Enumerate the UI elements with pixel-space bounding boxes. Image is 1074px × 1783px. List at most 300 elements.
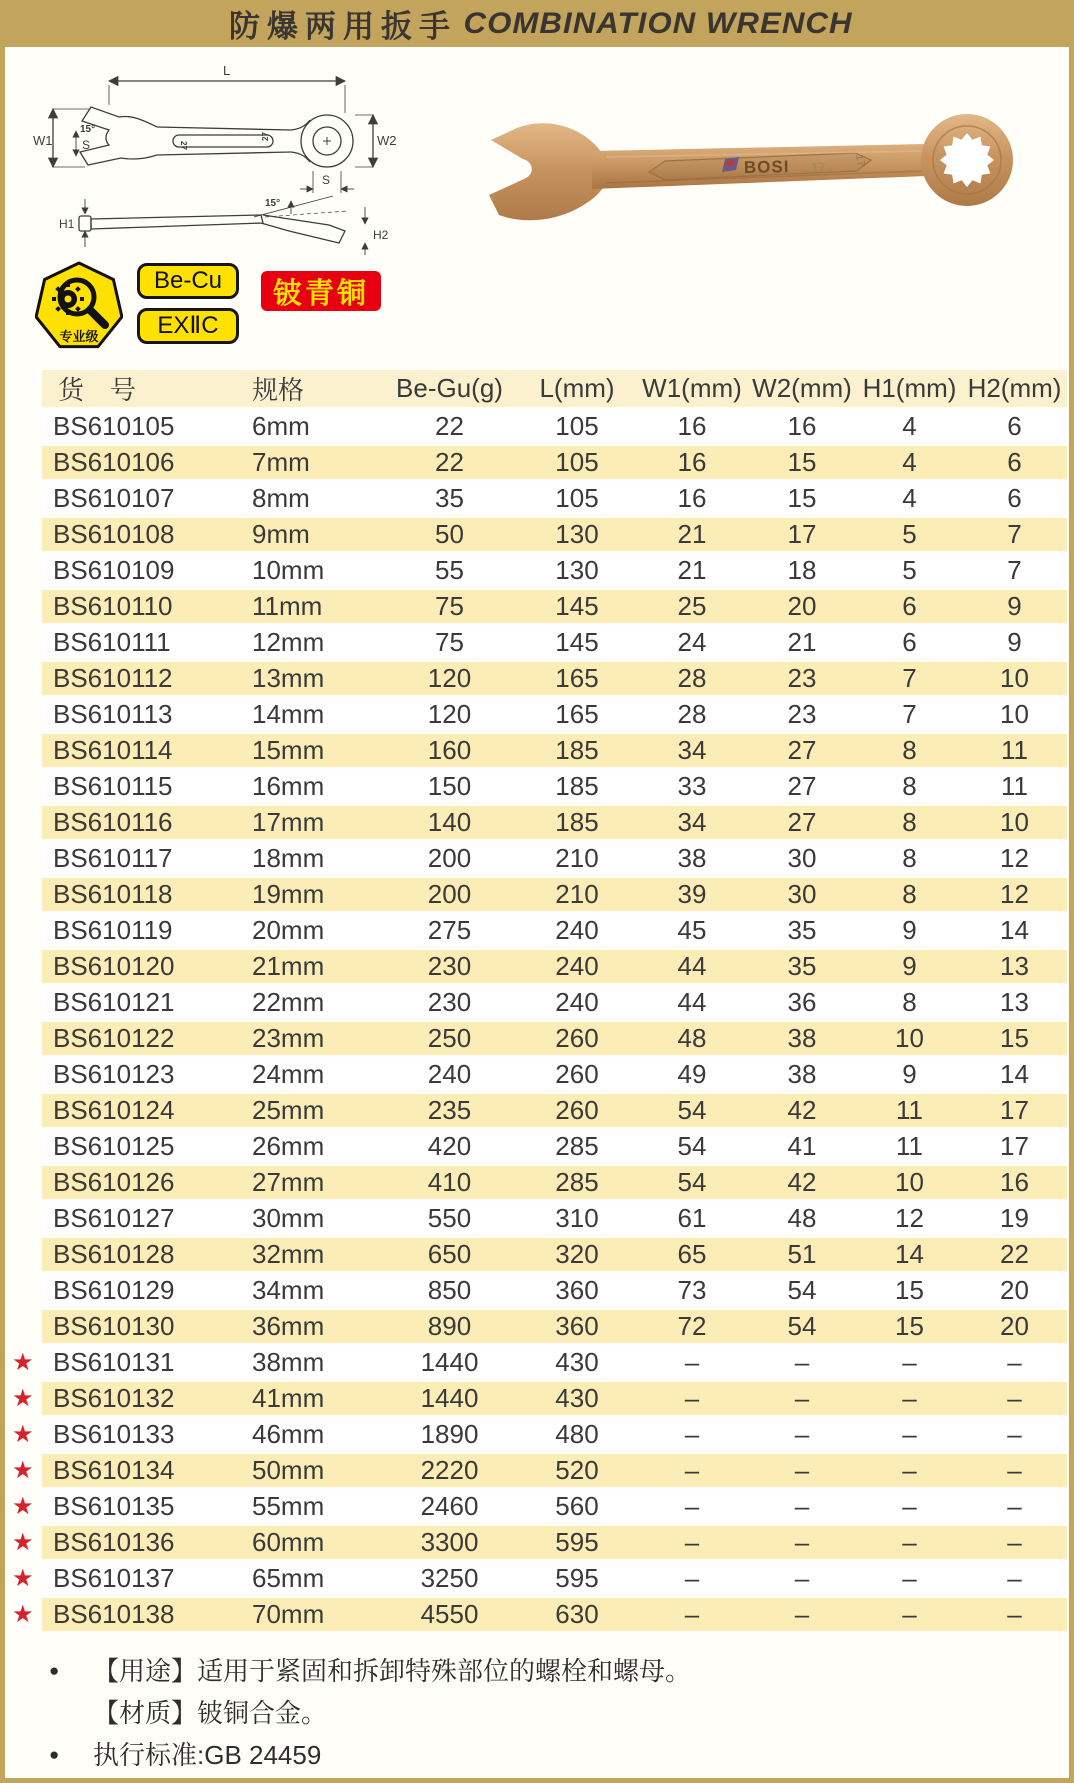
cell-h1: 7	[857, 662, 962, 695]
cell-size: 30mm	[248, 1202, 382, 1235]
cell-size: 32mm	[248, 1238, 382, 1271]
cell-w2: 15	[747, 482, 857, 515]
cell-h2: 10	[962, 698, 1067, 731]
cell-h2: 6	[962, 446, 1067, 479]
cell-weight-g: 410	[382, 1166, 517, 1199]
combination-wrench-image	[407, 73, 1047, 253]
cell-h1: 15	[857, 1310, 962, 1343]
cell-w2: 17	[747, 518, 857, 551]
cell-length: 260	[517, 1022, 637, 1055]
cell-weight-g: 2220	[382, 1454, 517, 1487]
cell-weight-g: 1440	[382, 1382, 517, 1415]
cell-h2: 12	[962, 878, 1067, 911]
cell-h1: 6	[857, 626, 962, 659]
cell-size: 65mm	[248, 1562, 382, 1595]
star-placeholder	[10, 698, 42, 731]
table-row	[10, 1418, 1067, 1451]
star-placeholder	[10, 842, 42, 875]
cell-w2: 35	[747, 914, 857, 947]
cell-size: 17mm	[248, 806, 382, 839]
cell-item-no: BS610112	[42, 662, 248, 695]
col-header-h1: H1(mm)	[857, 370, 962, 407]
cell-weight-g: 850	[382, 1274, 517, 1307]
wrench-technical-drawing	[29, 59, 401, 259]
cell-w2: 30	[747, 842, 857, 875]
cell-w1: 45	[637, 914, 747, 947]
cell-weight-g: 230	[382, 986, 517, 1019]
cell-length: 285	[517, 1130, 637, 1163]
bullet-icon: ●	[49, 1745, 60, 1764]
cell-length: 560	[517, 1490, 637, 1523]
note-material-text: 【材质】铍铜合金。	[93, 1698, 328, 1728]
footer-notes	[5, 1650, 1069, 1776]
table-row	[10, 1058, 1067, 1091]
cell-h2: 10	[962, 662, 1067, 695]
cell-size: 15mm	[248, 734, 382, 767]
table-row	[10, 626, 1067, 659]
page-title-zh: 防爆两用扳手	[228, 9, 457, 44]
col-header-weight: Be-Gu(g)	[382, 370, 517, 407]
cell-w2: 41	[747, 1130, 857, 1163]
table-header-row	[10, 370, 1067, 407]
cell-h2: 6	[962, 482, 1067, 515]
cell-item-no: BS610108	[42, 518, 248, 551]
table-row	[10, 1022, 1067, 1055]
cell-h2: 14	[962, 1058, 1067, 1091]
dim-label-angle-top: 15°	[80, 124, 96, 135]
cell-length: 185	[517, 806, 637, 839]
cell-length: 595	[517, 1526, 637, 1559]
cell-size: 36mm	[248, 1310, 382, 1343]
col-header-h2: H2(mm)	[962, 370, 1067, 407]
cell-weight-g: 240	[382, 1058, 517, 1091]
cell-w2: 27	[747, 806, 857, 839]
cell-h1: 8	[857, 806, 962, 839]
cell-length: 520	[517, 1454, 637, 1487]
cell-length: 130	[517, 518, 637, 551]
cell-w1: 25	[637, 590, 747, 623]
cell-h2: 11	[962, 770, 1067, 803]
dim-label-w1: W1	[33, 133, 53, 148]
cell-weight-g: 120	[382, 662, 517, 695]
cell-weight-g: 890	[382, 1310, 517, 1343]
table-row	[10, 1598, 1067, 1631]
cell-h1: 8	[857, 842, 962, 875]
cell-h1: 15	[857, 1274, 962, 1307]
cell-length: 260	[517, 1058, 637, 1091]
col-header-size: 规格	[248, 370, 382, 407]
star-placeholder	[10, 554, 42, 587]
cell-item-no: BS610130	[42, 1310, 248, 1343]
cell-item-no: BS610117	[42, 842, 248, 875]
cell-item-no: BS610134	[42, 1454, 248, 1487]
cell-h1: 4	[857, 410, 962, 443]
cell-weight-g: 3250	[382, 1562, 517, 1595]
cell-w1: 16	[637, 410, 747, 443]
star-placeholder	[10, 878, 42, 911]
cell-size: 50mm	[248, 1454, 382, 1487]
cell-length: 630	[517, 1598, 637, 1631]
cell-w2: 15	[747, 446, 857, 479]
spec-table-head	[10, 370, 1067, 407]
cell-w2: –	[747, 1526, 857, 1559]
cell-item-no: BS610125	[42, 1130, 248, 1163]
professional-grade-icon	[35, 261, 123, 355]
cell-size: 8mm	[248, 482, 382, 515]
cell-w1: 21	[637, 554, 747, 587]
table-row	[10, 662, 1067, 695]
star-placeholder	[10, 410, 42, 443]
cell-w1: 28	[637, 698, 747, 731]
cell-length: 430	[517, 1346, 637, 1379]
star-placeholder	[10, 770, 42, 803]
cell-size: 12mm	[248, 626, 382, 659]
cell-h1: –	[857, 1346, 962, 1379]
cell-h2: 10	[962, 806, 1067, 839]
cell-h2: –	[962, 1562, 1067, 1595]
cell-w2: –	[747, 1598, 857, 1631]
cell-h1: 10	[857, 1166, 962, 1199]
cell-size: 14mm	[248, 698, 382, 731]
cell-item-no: BS610135	[42, 1490, 248, 1523]
size-stamp-right: 27	[261, 132, 270, 141]
cell-h2: –	[962, 1598, 1067, 1631]
figures-row	[5, 47, 1069, 259]
table-row	[10, 1310, 1067, 1343]
star-placeholder	[10, 1166, 42, 1199]
cell-h1: 7	[857, 698, 962, 731]
cell-item-no: BS610132	[42, 1382, 248, 1415]
cell-size: 55mm	[248, 1490, 382, 1523]
star-placeholder	[10, 662, 42, 695]
page-title-en: COMBINATION WRENCH	[463, 6, 853, 40]
note-usage	[49, 1650, 1069, 1692]
table-row	[10, 914, 1067, 947]
table-row	[10, 1490, 1067, 1523]
bullet-icon: ●	[49, 1661, 60, 1680]
cell-size: 6mm	[248, 410, 382, 443]
star-icon: ★	[12, 1421, 34, 1448]
dim-label-w2: W2	[377, 133, 397, 148]
cell-w2: 54	[747, 1274, 857, 1307]
cell-h1: –	[857, 1490, 962, 1523]
cell-weight-g: 22	[382, 446, 517, 479]
grade-label: 专业级	[59, 329, 99, 344]
cell-w2: 21	[747, 626, 857, 659]
cell-h2: 20	[962, 1310, 1067, 1343]
cell-w1: 33	[637, 770, 747, 803]
star-placeholder	[10, 1274, 42, 1307]
spec-table-body	[10, 410, 1067, 1631]
star-placeholder	[10, 482, 42, 515]
cell-w2: 27	[747, 770, 857, 803]
cell-item-no: BS610118	[42, 878, 248, 911]
cell-h1: 8	[857, 734, 962, 767]
cell-w1: 24	[637, 626, 747, 659]
star-placeholder	[10, 806, 42, 839]
cell-item-no: BS610133	[42, 1418, 248, 1451]
cell-item-no: BS610129	[42, 1274, 248, 1307]
cell-h1: 11	[857, 1130, 962, 1163]
cell-size: 26mm	[248, 1130, 382, 1163]
photo-size-stamp: 17	[810, 159, 826, 175]
cell-h2: –	[962, 1490, 1067, 1523]
cell-size: 24mm	[248, 1058, 382, 1091]
cell-w1: –	[637, 1598, 747, 1631]
star-placeholder	[10, 1238, 42, 1271]
cell-w2: 42	[747, 1166, 857, 1199]
cell-length: 285	[517, 1166, 637, 1199]
cell-h2: 13	[962, 986, 1067, 1019]
cell-h1: 8	[857, 770, 962, 803]
cell-w1: 34	[637, 806, 747, 839]
cell-w1: –	[637, 1526, 747, 1559]
dim-label-l: L	[223, 63, 231, 78]
cell-item-no: BS610128	[42, 1238, 248, 1271]
cell-w2: –	[747, 1382, 857, 1415]
cell-h2: 11	[962, 734, 1067, 767]
photo-size-stamp-side: 17	[853, 153, 867, 168]
cell-h2: 17	[962, 1130, 1067, 1163]
cell-weight-g: 75	[382, 626, 517, 659]
cell-weight-g: 1890	[382, 1418, 517, 1451]
cell-w2: 54	[747, 1310, 857, 1343]
cell-w2: 27	[747, 734, 857, 767]
cell-length: 165	[517, 698, 637, 731]
table-row	[10, 554, 1067, 587]
cell-size: 41mm	[248, 1382, 382, 1415]
cell-length: 360	[517, 1274, 637, 1307]
star-icon: ★	[12, 1349, 34, 1376]
cell-h1: 6	[857, 590, 962, 623]
star-placeholder	[10, 590, 42, 623]
star-placeholder	[10, 518, 42, 551]
cell-weight-g: 75	[382, 590, 517, 623]
brand-text: BOSI	[743, 157, 790, 177]
cell-item-no: BS610123	[42, 1058, 248, 1091]
cell-h1: 5	[857, 554, 962, 587]
cell-size: 21mm	[248, 950, 382, 983]
cell-h2: 19	[962, 1202, 1067, 1235]
table-row	[10, 482, 1067, 515]
cell-w2: 23	[747, 662, 857, 695]
cell-weight-g: 120	[382, 698, 517, 731]
cell-h2: 9	[962, 590, 1067, 623]
becu-badge	[137, 263, 239, 299]
cell-h2: 13	[962, 950, 1067, 983]
wrench-product-photo	[407, 73, 1047, 259]
table-row	[10, 1238, 1067, 1271]
cell-w2: –	[747, 1490, 857, 1523]
cell-length: 210	[517, 878, 637, 911]
cell-h1: 10	[857, 1022, 962, 1055]
cell-item-no: BS610114	[42, 734, 248, 767]
cell-h1: 11	[857, 1094, 962, 1127]
cell-h2: 7	[962, 554, 1067, 587]
cell-h2: –	[962, 1418, 1067, 1451]
cell-w2: 36	[747, 986, 857, 1019]
cell-w1: 54	[637, 1094, 747, 1127]
star-placeholder	[10, 914, 42, 947]
cell-length: 165	[517, 662, 637, 695]
cell-weight-g: 2460	[382, 1490, 517, 1523]
table-row	[10, 590, 1067, 623]
cell-w1: 73	[637, 1274, 747, 1307]
cell-h2: 12	[962, 842, 1067, 875]
cell-w1: 72	[637, 1310, 747, 1343]
bullet-placeholder	[49, 1692, 93, 1734]
table-row	[10, 1094, 1067, 1127]
cell-h1: 14	[857, 1238, 962, 1271]
cell-h1: –	[857, 1598, 962, 1631]
cell-length: 310	[517, 1202, 637, 1235]
cell-weight-g: 35	[382, 482, 517, 515]
cell-item-no: BS610126	[42, 1166, 248, 1199]
table-row	[10, 1274, 1067, 1307]
cell-weight-g: 140	[382, 806, 517, 839]
cell-item-no: BS610120	[42, 950, 248, 983]
cell-size: 27mm	[248, 1166, 382, 1199]
cell-length: 240	[517, 986, 637, 1019]
cell-h2: 7	[962, 518, 1067, 551]
cell-w1: 65	[637, 1238, 747, 1271]
cell-weight-g: 4550	[382, 1598, 517, 1631]
cell-h1: 4	[857, 446, 962, 479]
cell-h1: 9	[857, 914, 962, 947]
cell-w2: 18	[747, 554, 857, 587]
cell-w1: 38	[637, 842, 747, 875]
cell-h2: –	[962, 1382, 1067, 1415]
cell-length: 105	[517, 410, 637, 443]
cell-h1: –	[857, 1454, 962, 1487]
cell-h1: 8	[857, 986, 962, 1019]
note-material	[49, 1692, 1069, 1734]
cell-item-no: BS610121	[42, 986, 248, 1019]
cell-size: 20mm	[248, 914, 382, 947]
star-placeholder	[10, 1094, 42, 1127]
cell-weight-g: 160	[382, 734, 517, 767]
cell-weight-g: 50	[382, 518, 517, 551]
spec-table	[10, 367, 1067, 1634]
col-header-w1: W1(mm)	[637, 370, 747, 407]
star-icon: ★	[12, 1565, 34, 1592]
cell-length: 595	[517, 1562, 637, 1595]
cell-w2: 20	[747, 590, 857, 623]
star-icon: ★	[12, 1529, 34, 1556]
cell-w2: –	[747, 1454, 857, 1487]
cell-size: 25mm	[248, 1094, 382, 1127]
cell-w2: 42	[747, 1094, 857, 1127]
cell-h2: 22	[962, 1238, 1067, 1271]
cell-size: 10mm	[248, 554, 382, 587]
star-placeholder	[10, 1310, 42, 1343]
dim-label-s-right: S	[322, 173, 331, 187]
cell-w2: 38	[747, 1058, 857, 1091]
table-row	[10, 1382, 1067, 1415]
cell-h2: –	[962, 1454, 1067, 1487]
table-row	[10, 1166, 1067, 1199]
cell-weight-g: 650	[382, 1238, 517, 1271]
cell-h2: 20	[962, 1274, 1067, 1307]
cell-size: 11mm	[248, 590, 382, 623]
cell-length: 185	[517, 770, 637, 803]
star-icon: ★	[12, 1385, 34, 1412]
table-row	[10, 806, 1067, 839]
cell-weight-g: 275	[382, 914, 517, 947]
cell-h1: 9	[857, 950, 962, 983]
cell-size: 16mm	[248, 770, 382, 803]
cell-h2: –	[962, 1526, 1067, 1559]
cell-h2: –	[962, 1346, 1067, 1379]
cell-size: 19mm	[248, 878, 382, 911]
table-row	[10, 518, 1067, 551]
cell-w2: –	[747, 1346, 857, 1379]
star-placeholder	[10, 1022, 42, 1055]
becu-badge-label: Be-Cu	[153, 267, 223, 294]
cell-w1: 48	[637, 1022, 747, 1055]
cell-h1: 5	[857, 518, 962, 551]
cell-h2: 14	[962, 914, 1067, 947]
cell-size: 18mm	[248, 842, 382, 875]
cell-w2: –	[747, 1418, 857, 1451]
table-row	[10, 986, 1067, 1019]
table-row	[10, 446, 1067, 479]
cell-w2: 30	[747, 878, 857, 911]
cell-w1: –	[637, 1454, 747, 1487]
cell-w2: 48	[747, 1202, 857, 1235]
badge-column	[137, 263, 239, 344]
cell-h1: –	[857, 1526, 962, 1559]
material-badge	[261, 271, 381, 311]
cell-w1: 21	[637, 518, 747, 551]
ex-rating-badge	[137, 308, 239, 344]
cell-item-no: BS610136	[42, 1526, 248, 1559]
star-placeholder	[10, 626, 42, 659]
cell-weight-g: 1440	[382, 1346, 517, 1379]
dim-label-h2: H2	[373, 228, 389, 242]
table-row	[10, 1130, 1067, 1163]
cell-size: 60mm	[248, 1526, 382, 1559]
table-row	[10, 1562, 1067, 1595]
cell-length: 145	[517, 590, 637, 623]
cell-length: 185	[517, 734, 637, 767]
note-standard	[49, 1734, 1069, 1776]
star-placeholder	[10, 1130, 42, 1163]
cell-length: 105	[517, 482, 637, 515]
technical-drawing-icon	[29, 59, 401, 257]
cell-length: 480	[517, 1418, 637, 1451]
note-usage-text: 【用途】适用于紧固和拆卸特殊部位的螺栓和螺母。	[93, 1656, 692, 1686]
table-row	[10, 698, 1067, 731]
cell-weight-g: 3300	[382, 1526, 517, 1559]
cell-w2: –	[747, 1562, 857, 1595]
cell-length: 320	[517, 1238, 637, 1271]
cell-length: 360	[517, 1310, 637, 1343]
cell-w1: 39	[637, 878, 747, 911]
table-row	[10, 950, 1067, 983]
cell-item-no: BS610138	[42, 1598, 248, 1631]
cell-w2: 35	[747, 950, 857, 983]
cell-w1: 16	[637, 482, 747, 515]
cell-w2: 16	[747, 410, 857, 443]
table-row	[10, 842, 1067, 875]
cell-h2: 6	[962, 410, 1067, 443]
table-row	[10, 734, 1067, 767]
cell-size: 46mm	[248, 1418, 382, 1451]
cell-length: 105	[517, 446, 637, 479]
cell-item-no: BS610115	[42, 770, 248, 803]
cell-h2: 15	[962, 1022, 1067, 1055]
